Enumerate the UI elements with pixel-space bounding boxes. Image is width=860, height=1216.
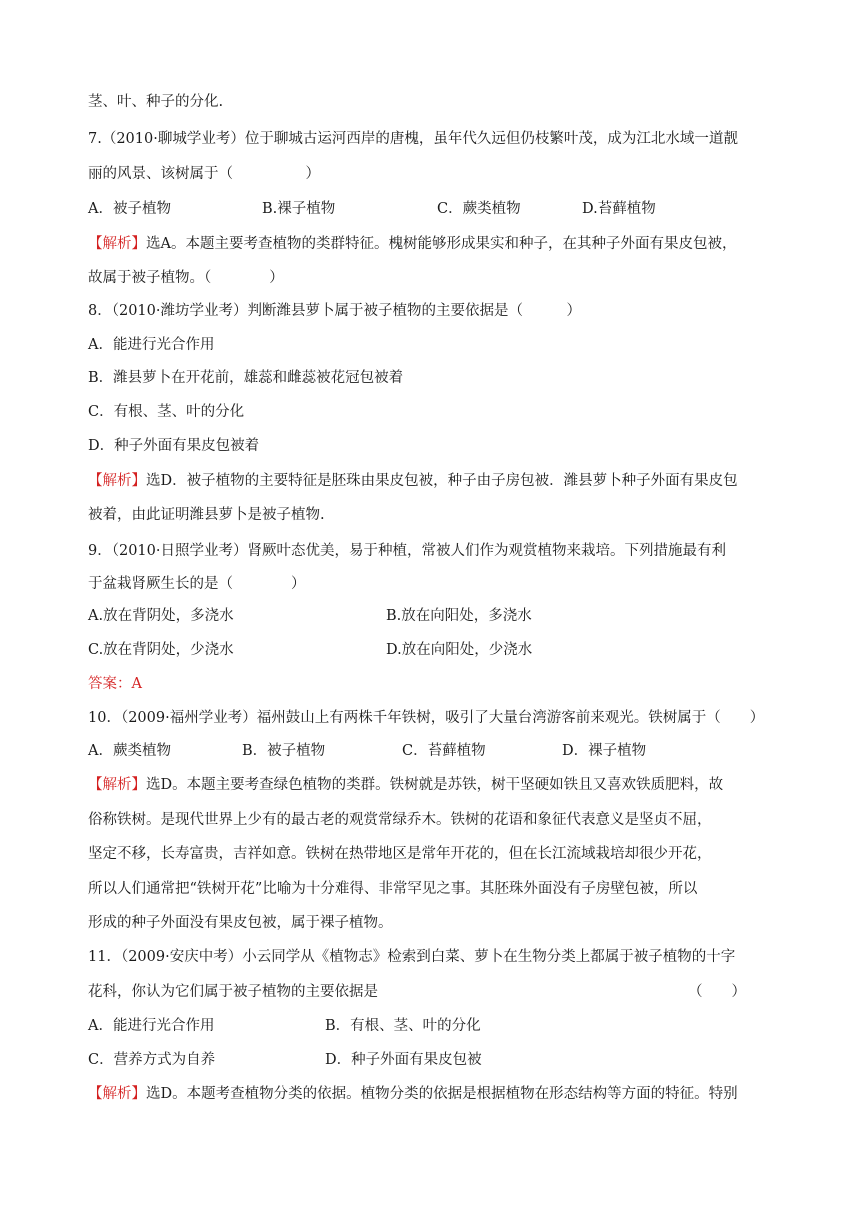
q7-analysis-line2: 故属于被子植物。（ ） (88, 270, 284, 286)
intro-text: 茎、叶、种子的分化. (88, 94, 224, 110)
q10-analysis-line3: 坚定不移，长寿富贵，吉祥如意。铁树在热带地区是常年开花的，但在长江流域栽培却很少开花， (88, 846, 712, 862)
q11-stem-line2: 花科，你认为它们属于被子植物的主要依据是 (88, 984, 378, 1000)
q8-analysis-tag: 【解析】 (88, 473, 146, 489)
q7-analysis-text1: 选A。本题主要考查植物的类群特征。槐树能够形成果实和种子，在其种子外面有果皮包被， (146, 236, 737, 252)
q8-option-b: B．潍县萝卜在开花前，雄蕊和雌蕊被花冠包被着 (88, 370, 404, 386)
q11-option-b: B．有根、茎、叶的分化 (325, 1018, 481, 1034)
q10-option-a: A．蕨类植物 (88, 743, 171, 759)
q10-option-c: C．苔藓植物 (402, 743, 486, 759)
q9-stem-line1: 9．（2010·日照学业考）肾厥叶态优美，易于种植，常被人们作为观赏植物来栽培。下列措施最有利 (88, 543, 726, 559)
q9-option-c: C.放在背阴处，少浇水 (88, 642, 234, 658)
q11-analysis-tag: 【解析】 (88, 1086, 146, 1102)
q8-stem: 8．（2010·潍坊学业考）判断潍县萝卜属于被子植物的主要依据是（ ） (88, 303, 581, 319)
q11-analysis-text1: 选D。本题考查植物分类的依据。植物分类的依据是根据植物在形态结构等方面的特征。特别 (146, 1086, 738, 1102)
q11-answer-bracket: （ ） (688, 984, 746, 1000)
q9-option-b: B.放在向阳处，多浇水 (386, 608, 532, 624)
q7-analysis-line1 (88, 234, 736, 254)
q7-option-c: C．蕨类植物 (437, 201, 521, 217)
q10-analysis-line4: 所以人们通常把“铁树开花”比喻为十分难得、非常罕见之事。其胚珠外面没有子房壁包被，所以 (88, 881, 698, 897)
q10-analysis-line1 (88, 775, 723, 795)
q10-option-d: D．裸子植物 (562, 743, 647, 759)
q10-analysis-tag: 【解析】 (88, 777, 146, 793)
q11-option-c: C．营养方式为自养 (88, 1052, 216, 1068)
q7-analysis-tag: 【解析】 (88, 236, 146, 252)
q11-option-a: A．能进行光合作用 (88, 1018, 215, 1034)
q11-option-d: D．种子外面有果皮包被 (325, 1052, 482, 1068)
q8-option-c: C．有根、茎、叶的分化 (88, 404, 245, 420)
q11-analysis-line1 (88, 1084, 738, 1104)
q10-option-b: B．被子植物 (242, 743, 326, 759)
q7-option-d: D.苔藓植物 (582, 201, 656, 217)
q8-option-d: D．种子外面有果皮包被着 (88, 438, 260, 454)
q8-analysis-text1: 选D．被子植物的主要特征是胚珠由果皮包被，种子由子房包被．潍县萝卜种子外面有果皮包 (146, 473, 738, 489)
q9-stem-line2: 于盆栽肾厥生长的是（ ） (88, 576, 306, 592)
q10-stem: 10．（2009·福州学业考）福州鼓山上有两株千年铁树，吸引了大量台湾游客前来观光。铁树属于（ ） (88, 710, 765, 726)
q9-option-a: A.放在背阴处，多浇水 (88, 608, 234, 624)
q7-option-a: A．被子植物 (88, 201, 171, 217)
q11-stem-line1: 11．（2009·安庆中考）小云同学从《植物志》检索到白菜、萝卜在生物分类上都属于被子植物的十字 (88, 949, 736, 965)
q10-analysis-line5: 形成的种子外面没有果皮包被，属于裸子植物。 (88, 915, 393, 931)
q7-option-b: B.裸子植物 (262, 201, 336, 217)
q7-stem-line1: 7.（2010·聊城学业考）位于聊城古运河西岸的唐槐，虽年代久远但仍枝繁叶茂，成为江北水域一道靓 (88, 131, 738, 147)
q10-analysis-text1: 选D。本题主要考查绿色植物的类群。铁树就是苏铁，树干坚硬如铁且又喜欢铁质肥料，故 (146, 777, 724, 793)
q8-analysis-line1 (88, 471, 738, 491)
q7-stem-line2: 丽的风景、该树属于（ ） (88, 166, 320, 182)
q9-answer: 答案：A (88, 676, 142, 692)
q8-analysis-line2: 被着，由此证明潍县萝卜是被子植物. (88, 507, 325, 523)
q9-option-d: D.放在向阳处，少浇水 (386, 642, 533, 658)
q10-analysis-line2: 俗称铁树。是现代世界上少有的最古老的观赏常绿乔木。铁树的花语和象征代表意义是坚贞不屈， (88, 812, 712, 828)
q8-option-a: A．能进行光合作用 (88, 337, 215, 353)
